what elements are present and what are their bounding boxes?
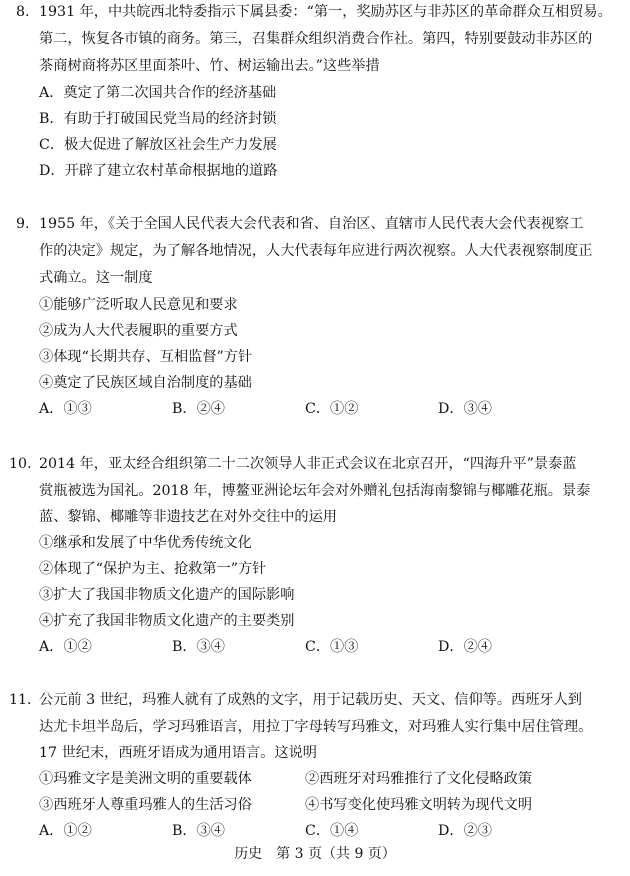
question-number: 9. (16, 216, 30, 232)
choice-c[interactable]: C．①④ (305, 823, 359, 839)
question-stem-line: 茶商树商将苏区里面茶叶、竹、树运输出去。”这些举措 (39, 58, 380, 74)
question-number: 10. (9, 456, 32, 472)
statement-item: ④书写变化使玛雅文明转为现代文明 (305, 797, 533, 813)
question-stem-line: 第二，恢复各市镇的商务。第三，召集群众组织消费合作社。第四，特别要鼓动非苏区的 (39, 31, 593, 47)
option-a[interactable]: A．奠定了第二次国共合作的经济基础 (39, 85, 277, 101)
statement-item: ②西班牙对玛雅推行了文化侵略政策 (305, 771, 533, 787)
question-stem-line: 17 世纪末，西班牙语成为通用语言。这说明 (39, 745, 317, 761)
choice-b[interactable]: B．③④ (172, 823, 225, 839)
choice-d[interactable]: D．②③ (438, 823, 492, 839)
statement-item: ③体现“长期共存、互相监督”方针 (39, 349, 253, 365)
question-stem-line: 2014 年，亚太经合组织第二十二次领导人非正式会议在北京召开，“四海升平”景泰蓝 (39, 456, 577, 472)
choice-b[interactable]: B．②④ (172, 401, 225, 417)
page-footer: 历史 第 3 页（共 9 页） (234, 846, 396, 862)
question-stem-line: 蓝、黎锦、椰雕等非遗技艺在对外交往中的运用 (39, 509, 337, 525)
option-d[interactable]: D．开辟了建立农村革命根据地的道路 (39, 163, 278, 179)
statement-item: ①继承和发展了中华优秀传统文化 (39, 535, 252, 551)
statement-item: ①玛雅文字是美洲文明的重要载体 (39, 771, 252, 787)
question-number: 8. (16, 4, 30, 20)
choice-a[interactable]: A．①③ (39, 401, 92, 417)
option-b[interactable]: B．有助于打破国民党当局的经济封锁 (39, 111, 277, 127)
choice-d[interactable]: D．②④ (438, 639, 492, 655)
choice-c[interactable]: C．①② (305, 401, 359, 417)
question-stem-line: 作的决定》规定，为了解各地情况，人大代表每年应进行两次视察。人大代表视察制度正 (39, 243, 593, 259)
choice-d[interactable]: D．③④ (438, 401, 492, 417)
statement-item: ④扩充了我国非物质文化遗产的主要类别 (39, 613, 295, 629)
statement-item: ①能够广泛听取人民意见和要求 (39, 297, 238, 313)
question-stem-line: 1931 年，中共皖西北特委指示下属县委：“第一，奖励苏区与非苏区的革命群众互相贸易。 (39, 4, 612, 20)
choice-a[interactable]: A．①② (39, 639, 92, 655)
choice-b[interactable]: B．③④ (172, 639, 225, 655)
question-stem-line: 赏瓶被选为国礼。2018 年，博鳌亚洲论坛年会对外赠礼包括海南黎锦与椰雕花瓶。景泰 (39, 483, 591, 499)
choice-a[interactable]: A．①② (39, 823, 92, 839)
question-stem-line: 公元前 3 世纪，玛雅人就有了成熟的文字，用于记载历史、天文、信仰等。西班牙人到 (39, 692, 582, 708)
statement-item: ②体现了“保护为主、抢救第一”方针 (39, 561, 267, 577)
question-stem-line: 式确立。这一制度 (39, 270, 153, 286)
statement-item: ②成为人大代表履职的重要方式 (39, 323, 238, 339)
option-c[interactable]: C．极大促进了解放区社会生产力发展 (39, 137, 277, 153)
question-stem-line: 达尤卡坦半岛后，学习玛雅语言，用拉丁字母转写玛雅文，对玛雅人实行集中居住管理。 (39, 719, 593, 735)
question-number: 11. (9, 692, 32, 708)
statement-item: ③西班牙人尊重玛雅人的生活习俗 (39, 797, 252, 813)
statement-item: ④奠定了民族区域自治制度的基础 (39, 375, 252, 391)
choice-c[interactable]: C．①③ (305, 639, 359, 655)
question-stem-line: 1955 年，《关于全国人民代表大会代表和省、自治区、直辖市人民代表大会代表视察工 (39, 216, 584, 232)
statement-item: ③扩大了我国非物质文化遗产的国际影响 (39, 587, 295, 603)
